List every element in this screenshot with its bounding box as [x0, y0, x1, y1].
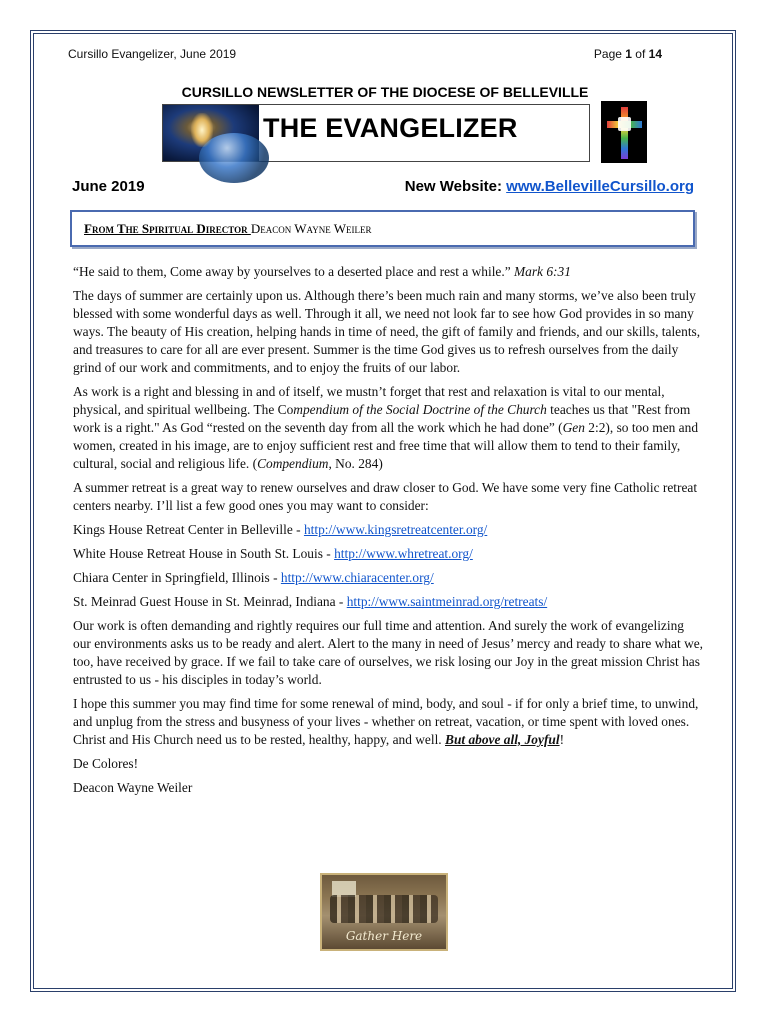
retreat-item: St. Meinrad Guest House in St. Meinrad, Indiana - http://www.saintmeinrad.org/retreats/: [73, 594, 548, 609]
christ-over-earth-image: [163, 105, 259, 161]
joyful-emphasis: But above all, Joyful: [445, 732, 560, 747]
page-total: 14: [648, 47, 662, 61]
issue-row: [72, 178, 694, 195]
photo-caption: Gather Here: [345, 929, 423, 943]
section-heading: From The Spiritual Director: [84, 221, 251, 236]
page-number: [594, 47, 662, 61]
website-label: New Website:: [404, 178, 507, 195]
gather-here-photo: [320, 873, 448, 951]
paragraph-1: The days of summer are certainly upon us. Although there’s been much rain and many storms, we’ve also been truly blessed with some wonderful days as well. Through it all, we need not look far to see how God provides in so many ways. The beauty of His creation, helping hands in time of need, the gift of family and friends, and our skills, talents, and treasures to care for all are ever present. Summer is the time God gives us to refresh ourselves from the daily grind of our work and commitments, and to enjoy the fruits of our labor.: [73, 288, 701, 375]
running-header: [68, 47, 662, 61]
newsletter-title: THE EVANGELIZER: [263, 113, 518, 143]
masthead-kicker: CURSILLO NEWSLETTER OF THE DIOCESE OF BELLEVILLE: [181, 84, 589, 100]
masthead: [162, 104, 590, 162]
retreat-link[interactable]: http://www.kingsretreatcenter.org/: [303, 522, 488, 537]
retreat-link[interactable]: http://www.saintmeinrad.org/retreats/: [346, 594, 548, 609]
retreat-item: White House Retreat House in South St. Louis - http://www.whretreat.org/: [73, 546, 473, 561]
page-mid: of: [631, 47, 649, 61]
figure-glow: [191, 113, 213, 147]
opening-quote: “He said to them, Come away by yourselves to a deserted place and rest a while.” Mark 6:31: [73, 264, 571, 279]
paragraph-5: I hope this summer you may find time for some renewal of mind, body, and soul - if for only a brief time, to unwind, and unplug from the stress and busyness of your lives - whether on retreat, vacation, or time spent with loved ones. Christ and His Church need us to be rested, healthy, happy, and well. But above all, Joyful!: [73, 696, 699, 747]
section-author: Deacon Wayne Weiler: [250, 221, 372, 236]
retreat-link[interactable]: http://www.chiaracenter.org/: [280, 570, 434, 585]
paragraph-2: As work is a right and blessing in and of itself, we mustn’t forget that rest and relaxation is vital to our mental, physical, and spiritual wellbeing. The Compendium of the Social Doctrine of the Church teaches us that "Rest from work is a right." As God “rested on the seventh day from all the work which he had done” (Gen 2:2), so too men and women, created in his image, are to enjoy sufficient rest and free time that will allow them to tend to their family, cultural, social and religious life. (Compendium, No. 284): [73, 384, 699, 471]
signature: Deacon Wayne Weiler: [73, 780, 193, 795]
rainbow-cross-icon: [601, 101, 647, 163]
retreat-item: Chiara Center in Springfield, Illinois - http://www.chiaracenter.org/: [73, 570, 434, 585]
page-prefix: Page: [593, 47, 626, 61]
article-body: [73, 263, 705, 803]
website-link[interactable]: www.BellevilleCursillo.org: [506, 178, 694, 195]
issue-date: June 2019: [72, 178, 145, 195]
closing-line: De Colores!: [73, 756, 139, 771]
paragraph-3: A summer retreat is a great way to renew ourselves and draw closer to God. We have some very fine Catholic retreat centers nearby. I’ll list a few good ones you may want to consider:: [73, 480, 698, 513]
page-current: 1: [625, 47, 632, 61]
retreat-item: Kings House Retreat Center in Belleville - http://www.kingsretreatcenter.org/: [73, 522, 488, 537]
group-graphic: [330, 895, 438, 923]
website-line: [405, 178, 694, 195]
running-header-title: Cursillo Evangelizer, June 2019: [68, 47, 237, 61]
paragraph-4: Our work is often demanding and rightly requires our full time and attention. And surely the work of evangelizing our environments asks us to be ready and alert. Alert to the many in need of Jesus’ mercy and ready to share what we, too, have received by grace. If we fail to take care of ourselves, we risk losing our Joy in the great mission Christ has entrusted to us - his disciples in today’s world.: [73, 618, 704, 687]
section-heading-box: [70, 210, 695, 247]
quote-reference: Mark 6:31: [514, 264, 571, 279]
retreat-link[interactable]: http://www.whretreat.org/: [334, 546, 473, 561]
